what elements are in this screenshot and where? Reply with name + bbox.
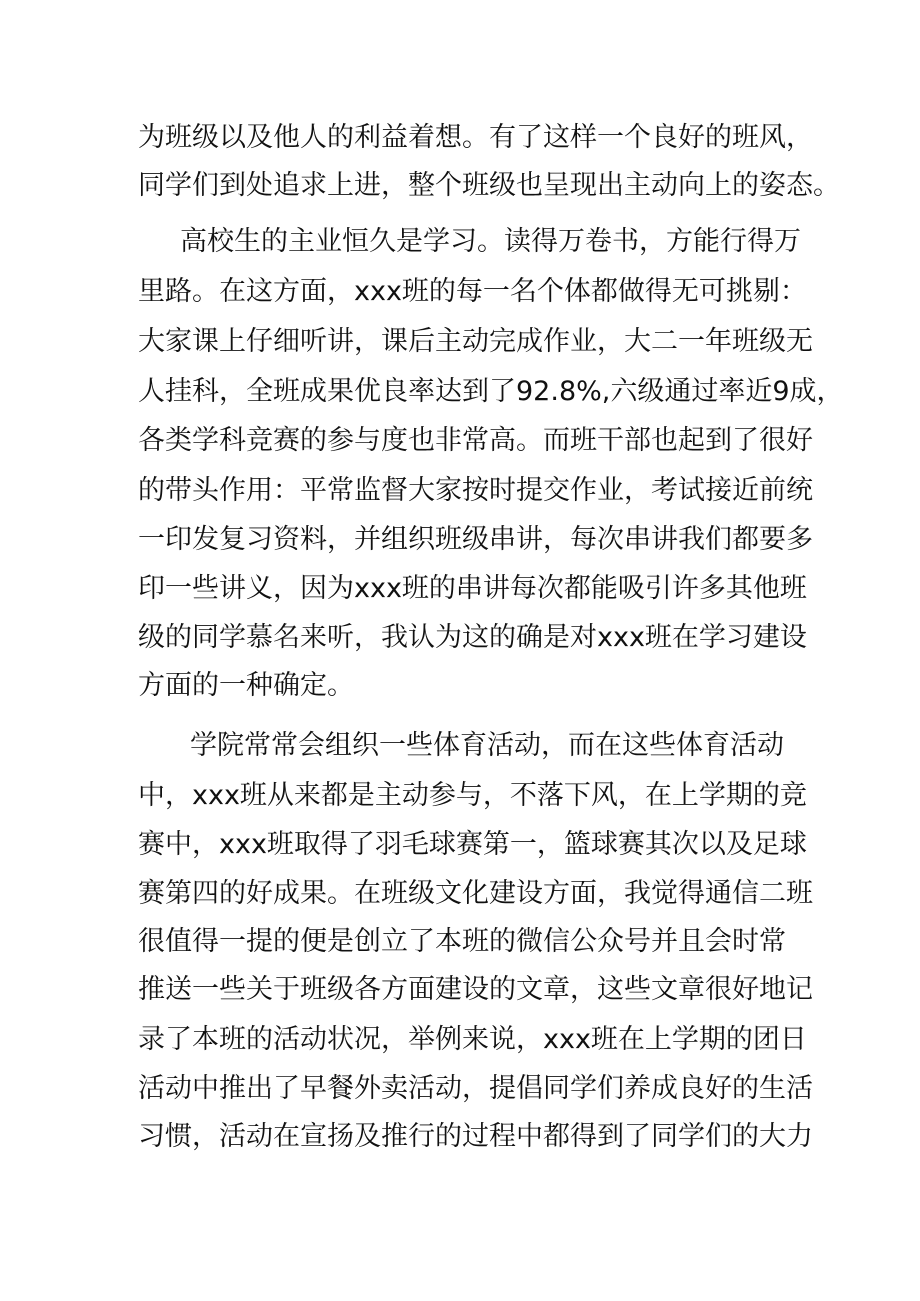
text-line: 赛中，xxx班取得了羽毛球赛第一，篮球赛其次以及足球: [138, 829, 807, 860]
text-line: 人挂科，全班成果优良率达到了92.8%,六级通过率近9成，: [138, 376, 844, 407]
text-line: 活动中推出了早餐外卖活动，提倡同学们养成良好的生活: [138, 1073, 813, 1104]
text-line: 习惯，活动在宣扬及推行的过程中都得到了同学们的大力: [138, 1121, 813, 1152]
text-line: 各类学科竞赛的参与度也非常高。而班干部也起到了很好: [138, 425, 813, 456]
text-line: 的带头作用：平常监督大家按时提交作业，考试接近前统: [138, 475, 813, 506]
text-line: 印一些讲义，因为xxx班的串讲每次都能吸引许多其他班: [138, 573, 807, 604]
paragraph-first-line: 高校生的主业恒久是学习。读得万卷书，方能行得万: [180, 226, 801, 257]
text-line: 中，xxx班从来都是主动参与，不落下风，在上学期的竞: [138, 780, 807, 811]
text-line: 一印发复习资料，并组织班级串讲，每次串讲我们都要多: [138, 524, 813, 555]
text-line: 很值得一提的便是创立了本班的微信公众号并且会时常: [138, 926, 786, 957]
text-line: 方面的一种确定。: [138, 670, 354, 701]
text-line: 为班级以及他人的利益着想。有了这样一个良好的班风，: [138, 122, 813, 153]
text-line: 级的同学慕名来听，我认为这的确是对xxx班在学习建设: [138, 622, 807, 653]
paragraph-first-line: 学院常常会组织一些体育活动，而在这些体育活动: [190, 730, 784, 761]
text-line: 赛第四的好成果。在班级文化建设方面，我觉得通信二班: [138, 878, 813, 909]
text-line: 同学们到处追求上进，整个班级也呈现出主动向上的姿态。: [138, 170, 840, 201]
text-line: 里路。在这方面，xxx班的每一名个体都做得无可挑剔：: [138, 276, 807, 307]
text-line: 录了本班的活动状况，举例来说，xxx班在上学期的团日: [138, 1024, 807, 1055]
text-line: 推送一些关于班级各方面建设的文章，这些文章很好地记: [138, 974, 813, 1005]
text-line: 大家课上仔细听讲，课后主动完成作业，大二一年班级无: [138, 326, 813, 357]
